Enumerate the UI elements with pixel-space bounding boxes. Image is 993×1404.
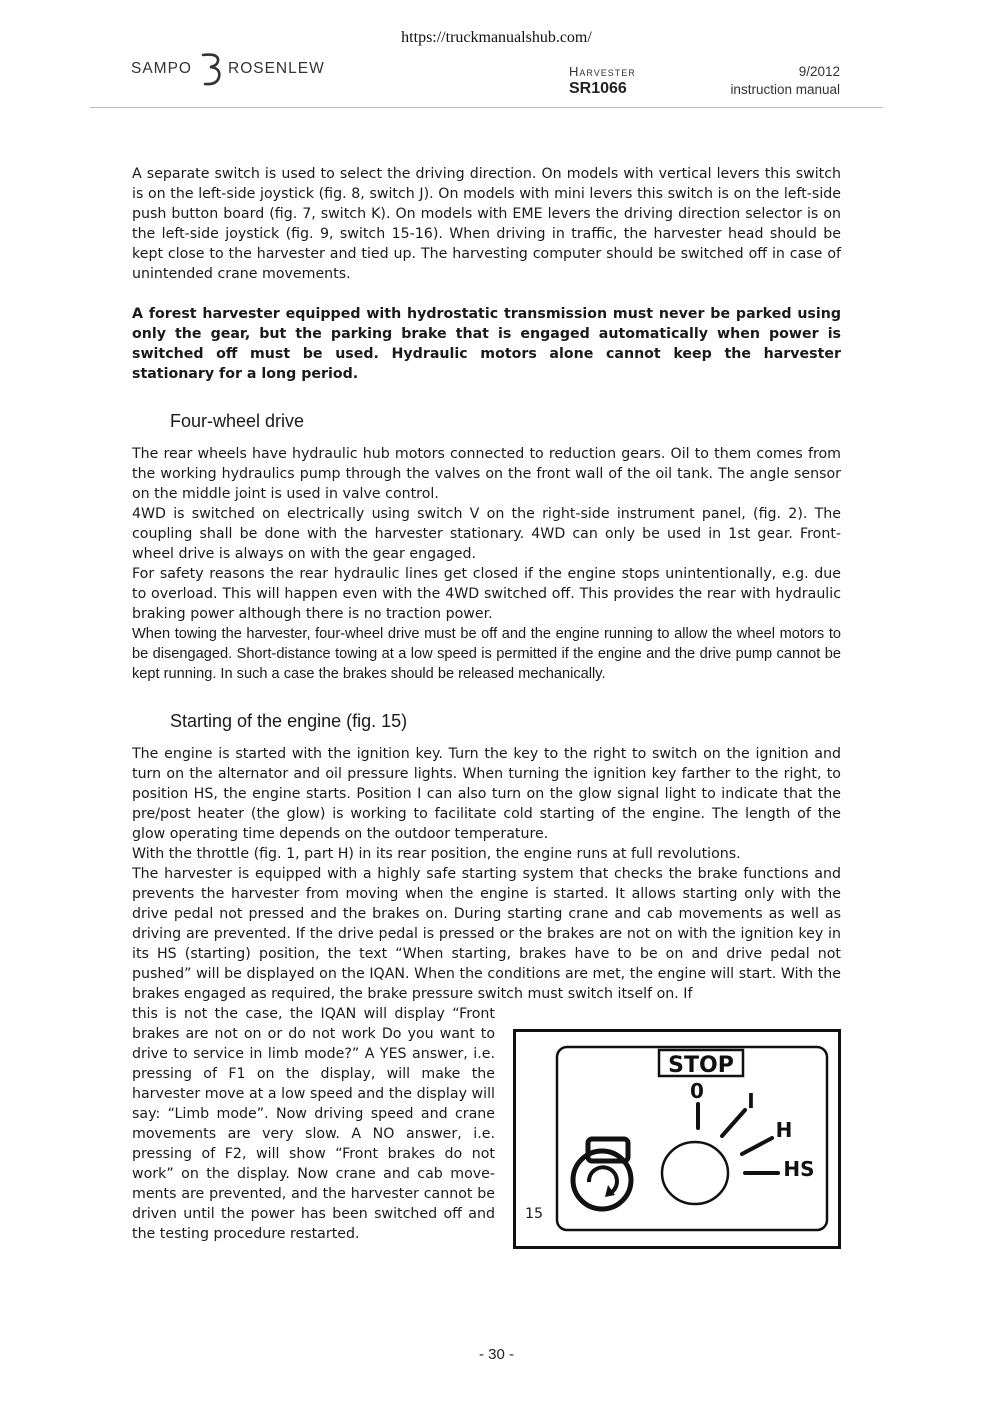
document-type: instruction manual: [730, 82, 840, 97]
fwd-paragraph-2: 4WD is switched on electrically using switch V on the right-side instrument panel, (fig. 2). The coupling shall be done with the harvester stationary. 4WD can only be used in 1st gear. Front-wheel drive is always on with the gear engaged.: [132, 506, 841, 562]
label-position-i: I: [747, 1089, 755, 1113]
product-line: Harvester: [569, 64, 636, 79]
start-paragraph-2: With the throttle (fig. 1, part H) in its rear position, the engine runs at full revolutions.: [132, 846, 741, 862]
warning-paragraph: A forest harvester equipped with hydrostatic transmission must never be parked using only the gear, but the parking brake that is engaged automatically when power is switched off must be used. Hydraulic motors alone cannot keep the harvester stationary for a long period.: [132, 306, 841, 382]
document-date: 9/2012: [798, 64, 840, 79]
document-meta: [700, 64, 840, 100]
logo-mark-icon: [197, 52, 227, 86]
product-model: SR1066: [569, 80, 627, 97]
starting-engine-continued: [132, 1004, 495, 1244]
starting-engine-section: [132, 744, 841, 1004]
ignition-diagram: [516, 1032, 838, 1246]
start-paragraph-1: The engine is started with the ignition key. Turn the key to the right to switch on the ignition and turn on the alternator and oil pressure lights. When turning the ignition key farther to the right, to position HS, the engine starts. Position I can also turn on the glow signal light to indicate that the pre/post heater (the glow) is working to facilitate cold starting of the engine. The length of the glow operating time depends on the outdoor temperature.: [132, 746, 841, 842]
fwd-paragraph-4: When towing the harvester, four-wheel drive must be off and the engine running to allow the wheel motors to be disengaged. Short-distance towing at a low speed is permitted if the engine and the drive pump cannot be kept running. In such a case the brakes should be released mechanically.: [132, 626, 841, 682]
logo-text-right: ROSENLEW: [228, 60, 325, 77]
intro-paragraph-block: [132, 164, 841, 284]
start-paragraph-4: this is not the case, the IQAN will display “Front brakes are not on or do not work Do you want to drive to service in limb mode?” A YES answer, i.e. pressing of F1 on the display, will make the harvester move at a low speed and the display will say: “Limb mode”. Now driving speed and crane movements are very slow. A NO answer, i.e. pressing of F2, will show “Front brakes do not work” on the display. Now crane and cab move-ments are prevented, and the harvester cannot be driven until the power has been switched off and the testing procedure restarted.: [132, 1006, 495, 1242]
figure-15-ignition-switch: [513, 1029, 841, 1249]
fwd-paragraph-3: For safety reasons the rear hydraulic lines get closed if the engine stops unintentionally, e.g. due to overload. This will happen even with the 4WD switched off. This provides the rear with hydraulic braking power although there is no traction power.: [132, 566, 841, 622]
warning-block: [132, 304, 841, 384]
start-paragraph-3: The harvester is equipped with a highly safe starting system that checks the brake functions and prevents the harvester from moving when the engine is started. It allows starting only with the drive pedal not pressed and the brakes on. During starting crane and cab movements as well as driving are prevented. If the drive pedal is pressed or the brakes are not on with the ignition key in its HS (starting) position, the text “When starting, brakes have to be on and drive pedal not pushed” will be displayed on the IQAN. When the conditions are met, the engine will start. With the brakes engaged as required, the brake pressure switch must switch itself on. If: [132, 866, 841, 1002]
label-position-hs: HS: [783, 1157, 815, 1181]
engine-icon: [573, 1139, 631, 1209]
fwd-paragraph-1: The rear wheels have hydraulic hub motors connected to reduction gears. Oil to them comes from the working hydraulics pump through the valves on the front wall of the oil tank. The angle sensor on the middle joint is used in valve control.: [132, 446, 841, 502]
heading-four-wheel-drive: Four-wheel drive: [170, 411, 305, 431]
heading-starting-engine: Starting of the engine (fig. 15): [170, 711, 408, 731]
logo-text-left: SAMPO: [131, 60, 192, 77]
figure-number: 15: [525, 1206, 544, 1222]
four-wheel-drive-section: [132, 444, 841, 684]
intro-paragraph: A separate switch is used to select the driving direction. On models with vertical levers this switch is on the left-side joystick (fig. 8, switch J). On models with mini levers this switch is on the left-side push button board (fig. 7, switch K). On models with EME levers the driving direction selector is on the left-side joystick (fig. 9, switch 15-16). When driving in traffic, the harvester head should be kept close to the harvester and tied up. The harvesting computer should be switched off in case of unintended crane movements.: [132, 166, 841, 282]
source-url: https://truckmanualshub.com/: [401, 29, 592, 46]
label-position-h: H: [775, 1118, 793, 1142]
label-stop: STOP: [668, 1053, 734, 1078]
header-divider: [90, 107, 883, 108]
page-number: - 30 -: [478, 1346, 514, 1363]
label-position-0: 0: [690, 1079, 704, 1103]
document-product: [569, 64, 636, 98]
